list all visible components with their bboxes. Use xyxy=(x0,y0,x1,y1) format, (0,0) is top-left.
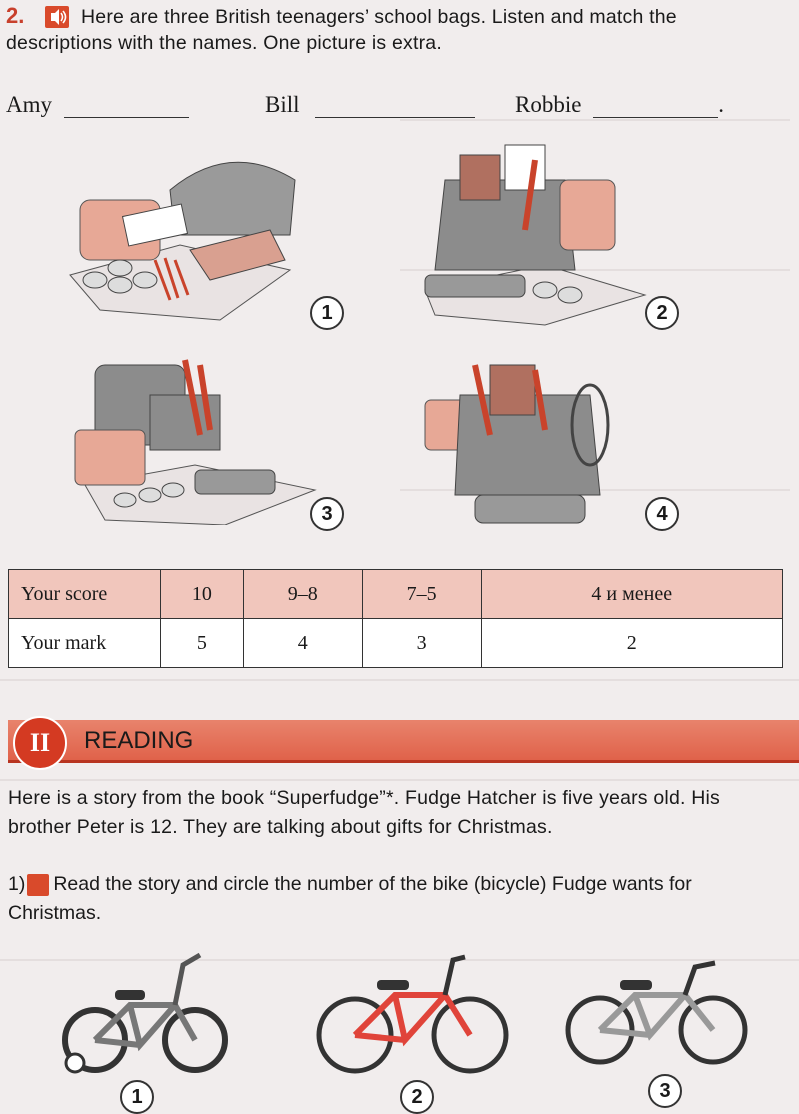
name-bill: Bill xyxy=(265,92,300,117)
section-title: READING xyxy=(84,727,194,754)
bike-number-2[interactable]: 2 xyxy=(400,1080,434,1114)
school-bag-picture-4 xyxy=(420,355,670,535)
mark-label: Your mark xyxy=(9,619,161,668)
task-number: 1) xyxy=(8,873,26,895)
reading-task xyxy=(8,870,720,928)
school-bag-picture-1 xyxy=(60,140,340,330)
school-bag-picture-3 xyxy=(65,355,325,525)
exercise-number: 2. xyxy=(6,3,25,28)
school-bag-picture-2 xyxy=(405,140,655,330)
answer-blank-bill[interactable] xyxy=(315,95,475,118)
picture-number-4: 4 xyxy=(645,497,679,531)
score-cell: 10 xyxy=(161,570,244,619)
score-label: Your score xyxy=(9,570,161,619)
name-robbie-row xyxy=(515,92,724,118)
bike-number-1[interactable]: 1 xyxy=(120,1080,154,1114)
exercise-instruction: Here are three British teenagers’ school bags. Listen and match the descriptions with the names. One picture is extra. xyxy=(6,6,677,54)
story-intro: Here is a story from the book “Superfudge”*. Fudge Hatcher is five years old. His brother Peter is 12. They are talking about gifts for Christmas. xyxy=(8,787,721,838)
picture-number-2: 2 xyxy=(645,296,679,330)
mark-cell: 4 xyxy=(243,619,362,668)
end-period: . xyxy=(718,92,724,117)
name-robbie: Robbie xyxy=(515,92,582,117)
mark-cell: 3 xyxy=(362,619,481,668)
bike-picture-2[interactable] xyxy=(315,945,510,1085)
score-cell: 9–8 xyxy=(243,570,362,619)
answer-blank-robbie[interactable] xyxy=(593,95,718,118)
score-cell: 7–5 xyxy=(362,570,481,619)
section-badge: II xyxy=(13,716,67,770)
score-cell: 4 и менее xyxy=(481,570,782,619)
picture-number-3: 3 xyxy=(310,497,344,531)
picture-number-1: 1 xyxy=(310,296,344,330)
bike-picture-1[interactable] xyxy=(55,945,235,1085)
reading-task-icon xyxy=(27,874,49,896)
name-amy: Amy xyxy=(6,92,52,117)
name-amy-row xyxy=(6,92,189,118)
answer-blank-amy[interactable] xyxy=(64,95,189,118)
mark-row xyxy=(9,619,783,668)
bike-picture-3[interactable] xyxy=(565,955,750,1070)
score-row xyxy=(9,570,783,619)
task-text: Read the story and circle the number of the bike (bicycle) Fudge wants for Christmas. xyxy=(8,873,692,924)
mark-cell: 2 xyxy=(481,619,782,668)
bike-number-3[interactable]: 3 xyxy=(648,1074,682,1108)
score-table xyxy=(8,569,783,668)
name-bill-row xyxy=(265,92,475,118)
mark-cell: 5 xyxy=(161,619,244,668)
